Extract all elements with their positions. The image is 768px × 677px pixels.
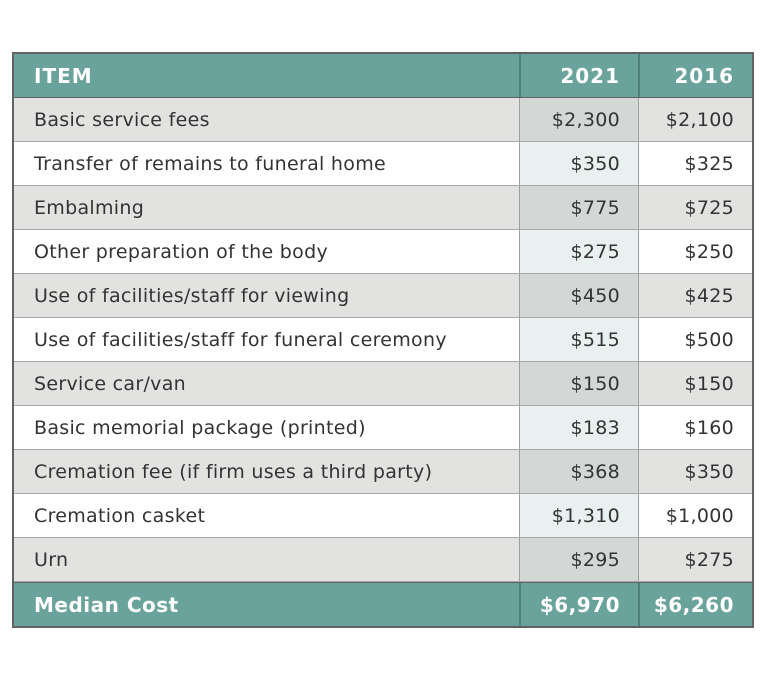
footer-value-2021: $6,970 — [519, 583, 638, 626]
row-item: Other preparation of the body — [14, 230, 519, 273]
table-header-row — [14, 54, 752, 98]
table-row — [14, 186, 752, 230]
row-item: Use of facilities/staff for funeral ceremony — [14, 318, 519, 361]
funeral-cost-table — [12, 52, 754, 628]
row-value-2016: $250 — [638, 230, 752, 273]
row-value-2021: $515 — [519, 318, 638, 361]
table-row — [14, 274, 752, 318]
row-item: Urn — [14, 538, 519, 581]
row-item: Service car/van — [14, 362, 519, 405]
table-row — [14, 362, 752, 406]
row-value-2016: $160 — [638, 406, 752, 449]
table-row — [14, 406, 752, 450]
header-item: ITEM — [14, 54, 519, 97]
row-item: Cremation fee (if firm uses a third party) — [14, 450, 519, 493]
table-footer-row — [14, 582, 752, 626]
header-2021: 2021 — [519, 54, 638, 97]
row-value-2021: $775 — [519, 186, 638, 229]
row-value-2021: $350 — [519, 142, 638, 185]
row-value-2016: $425 — [638, 274, 752, 317]
row-value-2021: $275 — [519, 230, 638, 273]
row-value-2016: $275 — [638, 538, 752, 581]
row-value-2016: $500 — [638, 318, 752, 361]
row-value-2016: $2,100 — [638, 98, 752, 141]
row-value-2016: $350 — [638, 450, 752, 493]
row-item: Embalming — [14, 186, 519, 229]
footer-label: Median Cost — [14, 583, 519, 626]
header-2016: 2016 — [638, 54, 752, 97]
row-item: Basic service fees — [14, 98, 519, 141]
table-row — [14, 230, 752, 274]
table-row — [14, 494, 752, 538]
footer-value-2016: $6,260 — [638, 583, 752, 626]
row-value-2021: $150 — [519, 362, 638, 405]
row-value-2016: $150 — [638, 362, 752, 405]
row-value-2016: $1,000 — [638, 494, 752, 537]
row-value-2021: $368 — [519, 450, 638, 493]
row-value-2016: $725 — [638, 186, 752, 229]
table-row — [14, 450, 752, 494]
table-row — [14, 98, 752, 142]
row-value-2021: $450 — [519, 274, 638, 317]
row-value-2021: $2,300 — [519, 98, 638, 141]
row-item: Transfer of remains to funeral home — [14, 142, 519, 185]
table-row — [14, 142, 752, 186]
row-value-2021: $1,310 — [519, 494, 638, 537]
table-row — [14, 318, 752, 362]
row-item: Use of facilities/staff for viewing — [14, 274, 519, 317]
row-value-2021: $295 — [519, 538, 638, 581]
row-value-2021: $183 — [519, 406, 638, 449]
row-item: Basic memorial package (printed) — [14, 406, 519, 449]
table-row — [14, 538, 752, 582]
row-item: Cremation casket — [14, 494, 519, 537]
row-value-2016: $325 — [638, 142, 752, 185]
